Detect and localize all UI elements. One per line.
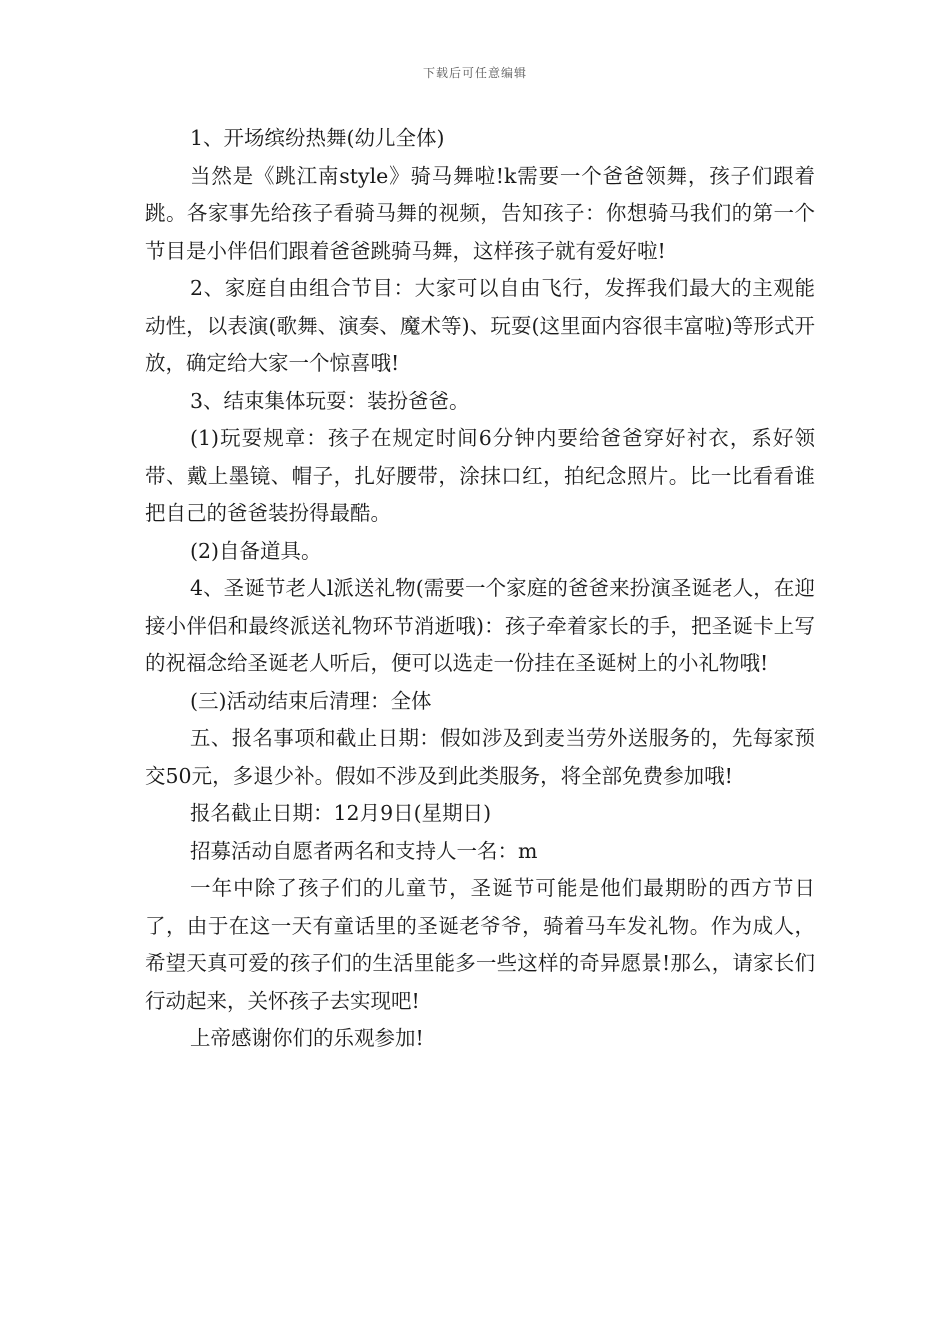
paragraph: 招募活动自愿者两名和支持人一名：m [190, 838, 538, 863]
paragraph: 五、报名事项和截止日期：假如涉及到麦当劳外送服务的，先每家预交50元，多退少补。假如不涉及到此类服务，将全部免费参加哦! [145, 726, 815, 788]
paragraph: 1、开场缤纷热舞(幼儿全体) [190, 126, 445, 150]
paragraph: (2)自备道具。 [190, 538, 322, 563]
paragraph: 4、圣诞节老人l派送礼物(需要一个家庭的爸爸来扮演圣诞老人，在迎接小伴侣和最终派送礼物环节消逝哦)：孩子牵着家长的手，把圣诞卡上写的祝福念给圣诞老人听后，便可以选走一份挂在圣诞树上的小礼物哦! [145, 576, 815, 675]
paragraph: 一年中除了孩子们的儿童节，圣诞节可能是他们最期盼的西方节日了，由于在这一天有童话里的圣诞老爷爷，骑着马车发礼物。作为成人，希望天真可爱的孩子们的生活里能多一些这样的奇异愿景!那么，请家长们行动起来，关怀孩子去实现吧! [145, 876, 815, 1013]
paragraph: 报名截止日期：12月9日(星期日) [190, 801, 492, 825]
paragraph: (1)玩耍规章：孩子在规定时间6分钟内要给爸爸穿好衬衣，系好领带、戴上墨镜、帽子，扎好腰带，涂抹口红，拍纪念照片。比一比看看谁把自己的爸爸装扮得最酷。 [145, 426, 815, 525]
header-note: 下载后可任意编辑 [422, 66, 527, 80]
paragraph: 上帝感谢你们的乐观参加! [190, 1026, 424, 1050]
paragraph: (三)活动结束后清理：全体 [190, 688, 432, 713]
paragraph: 当然是《跳江南style》骑马舞啦!k需要一个爸爸领舞，孩子们跟着跳。各家事先给孩子看骑马舞的视频，告知孩子：你想骑马我们的第一个节目是小伴侣们跟着爸爸跳骑马舞，这样孩子就有爱好啦! [145, 163, 815, 263]
paragraph: 3、结束集体玩耍：装扮爸爸。 [190, 388, 470, 413]
paragraph: 2、家庭自由组合节目：大家可以自由飞行，发挥我们最大的主观能动性，以表演(歌舞、演奏、魔术等)、玩耍(这里面内容很丰富啦)等形式开放，确定给大家一个惊喜哦! [145, 276, 815, 375]
document-body [145, 120, 815, 1058]
